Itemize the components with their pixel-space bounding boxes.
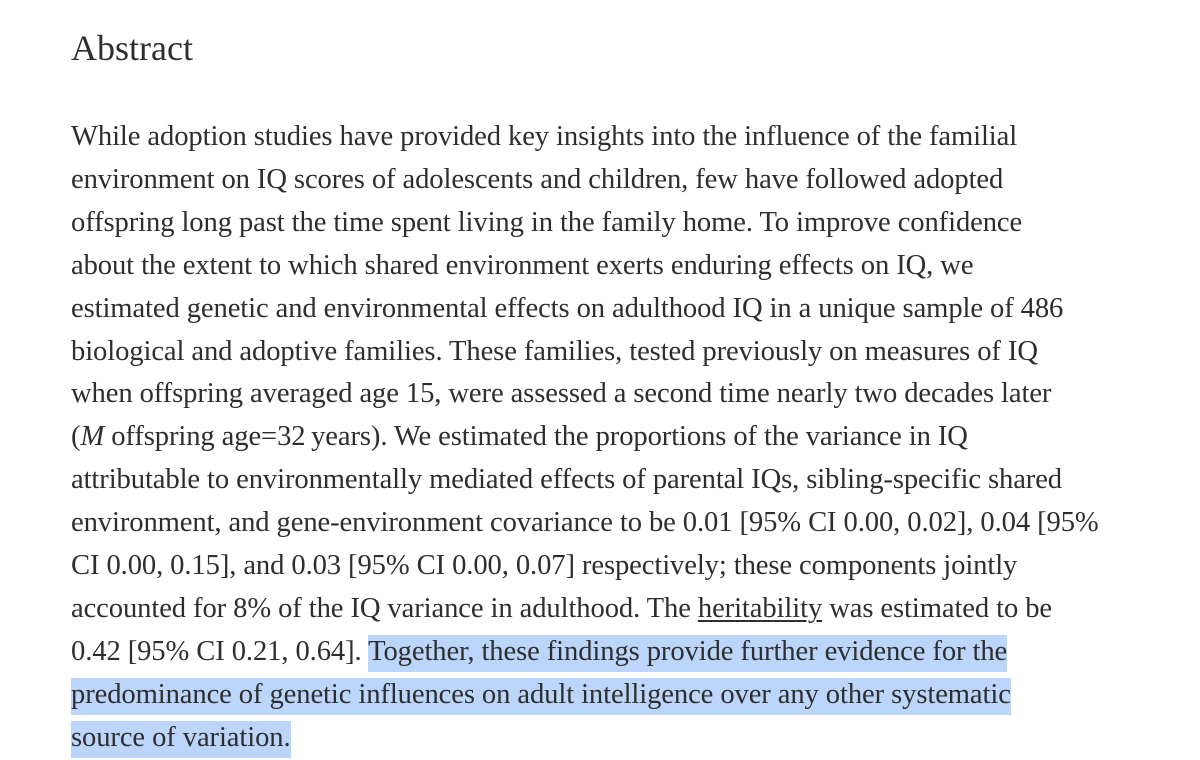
abstract-line: [71, 416, 1161, 459]
abstract-line: environment, and gene-environment covariance to be 0.01 [95% CI 0.00, 0.02], 0.04 [95%: [71, 507, 1099, 539]
abstract-line: While adoption studies have provided key insights into the influence of the familial: [71, 121, 1018, 152]
abstract-body: [71, 116, 1161, 760]
abstract-line-text: offspring age=32 years). We estimated the proportions of the variance in IQ: [104, 421, 968, 453]
abstract-line: environment on IQ scores of adolescents and children, few have followed adopted: [71, 163, 1004, 195]
selected-text[interactable]: predominance of genetic influences on adult intelligence over any other systematic: [71, 678, 1011, 715]
abstract-line: offspring long past the time spent living in the family home. To improve confidence: [71, 206, 1023, 238]
abstract-line: estimated genetic and environmental effects on adulthood IQ in a unique sample of 486: [71, 292, 1064, 324]
abstract-line: [71, 588, 1161, 631]
abstract-line: biological and adoptive families. These families, tested previously on measures of IQ: [71, 335, 1038, 367]
abstract-line-text: accounted for 8% of the IQ variance in adulthood. The: [71, 592, 698, 624]
abstract-line: [71, 717, 1161, 760]
selected-text[interactable]: source of variation.: [71, 721, 291, 758]
heritability-link[interactable]: heritability: [697, 592, 823, 624]
abstract-line: when offspring averaged age 15, were assessed a second time nearly two decades later: [71, 378, 1052, 410]
mean-symbol: M: [80, 421, 105, 453]
abstract-line: about the extent to which shared environment exerts enduring effects on IQ, we: [71, 249, 974, 281]
abstract-line-text: 0.42 [95% CI 0.21, 0.64].: [71, 635, 369, 667]
abstract-line: CI 0.00, 0.15], and 0.03 [95% CI 0.00, 0.07] respectively; these components jointly: [71, 550, 1018, 582]
selected-text[interactable]: Together, these findings provide further evidence for the: [368, 635, 1007, 672]
abstract-line: [71, 631, 1161, 674]
abstract-section: [71, 26, 1161, 760]
section-heading: Abstract: [71, 28, 193, 68]
abstract-line: [71, 674, 1161, 717]
open-paren: (: [71, 421, 81, 453]
abstract-line: attributable to environmentally mediated effects of parental IQs, sibling-specific shared: [71, 464, 1063, 496]
abstract-line-text: was estimated to be: [822, 592, 1053, 624]
